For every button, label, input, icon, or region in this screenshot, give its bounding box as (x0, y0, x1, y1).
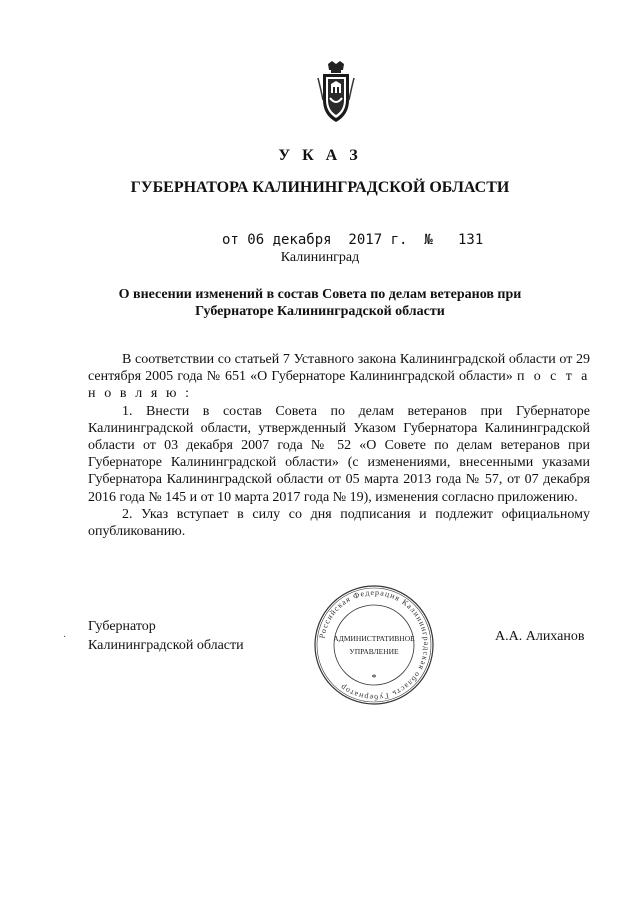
document-body (88, 351, 590, 540)
item-1-paragraph: 1. Внести в состав Совета по делам ветеранов при Губернаторе Калининградской области, утвержденный Указом Губернатора Калининградской области от 03 декабря 2007 года № 52 «О Совете по делам ветеранов при Губернаторе Калининградской области» (с изменениями, внесенными указами Губернатора Калининградской области от 05 марта 2013 года № 57, от 07 декабря 2016 года № 145 и от 10 марта 2017 года № 19), изменения согласно приложению. (88, 403, 590, 505)
position-line-2: Калининградской области (88, 638, 244, 653)
seal-center-line-2: УПРАВЛЕНИЕ (349, 647, 399, 656)
margin-mark: · (63, 632, 67, 643)
preamble-text: В соответствии со статьей 7 Уставного закона Калининградской области от 29 сентября 2005 года № 651 «О Губернаторе Калининградской области» (88, 352, 590, 385)
seal-ring-text: Российская Федерация Калининградская область Губернатор (317, 587, 432, 703)
position-line-1: Губернатор (88, 619, 156, 634)
date-number-line: от 06 декабря 2017 г. № 131 (222, 232, 484, 248)
signature-position (88, 617, 244, 655)
subject-line-2: Губернаторе Калининградской области (195, 304, 445, 319)
preamble-paragraph (88, 351, 590, 403)
seal-star: * (371, 673, 377, 684)
city-name: Калининград (280, 250, 360, 265)
official-seal-stamp (312, 583, 436, 707)
decree-word: п о с т а н о в л я ю : (88, 369, 590, 402)
item-2-paragraph: 2. Указ вступает в силу со дня подписания и подлежит официальному опубликованию. (88, 506, 590, 540)
subject-line-1: О внесении изменений в состав Совета по делам ветеранов при (118, 287, 522, 302)
document-type-title: У К А З (278, 147, 362, 164)
coat-of-arms-emblem (316, 60, 356, 124)
document-issuer: ГУБЕРНАТОРА КАЛИНИНГРАДСКОЙ ОБЛАСТИ (130, 179, 510, 196)
signatory-name: А.А. Алиханов (495, 629, 585, 644)
seal-center-line-1: АДМИНИСТРАТИВНОЕ (333, 634, 415, 643)
document-subject (100, 286, 540, 320)
